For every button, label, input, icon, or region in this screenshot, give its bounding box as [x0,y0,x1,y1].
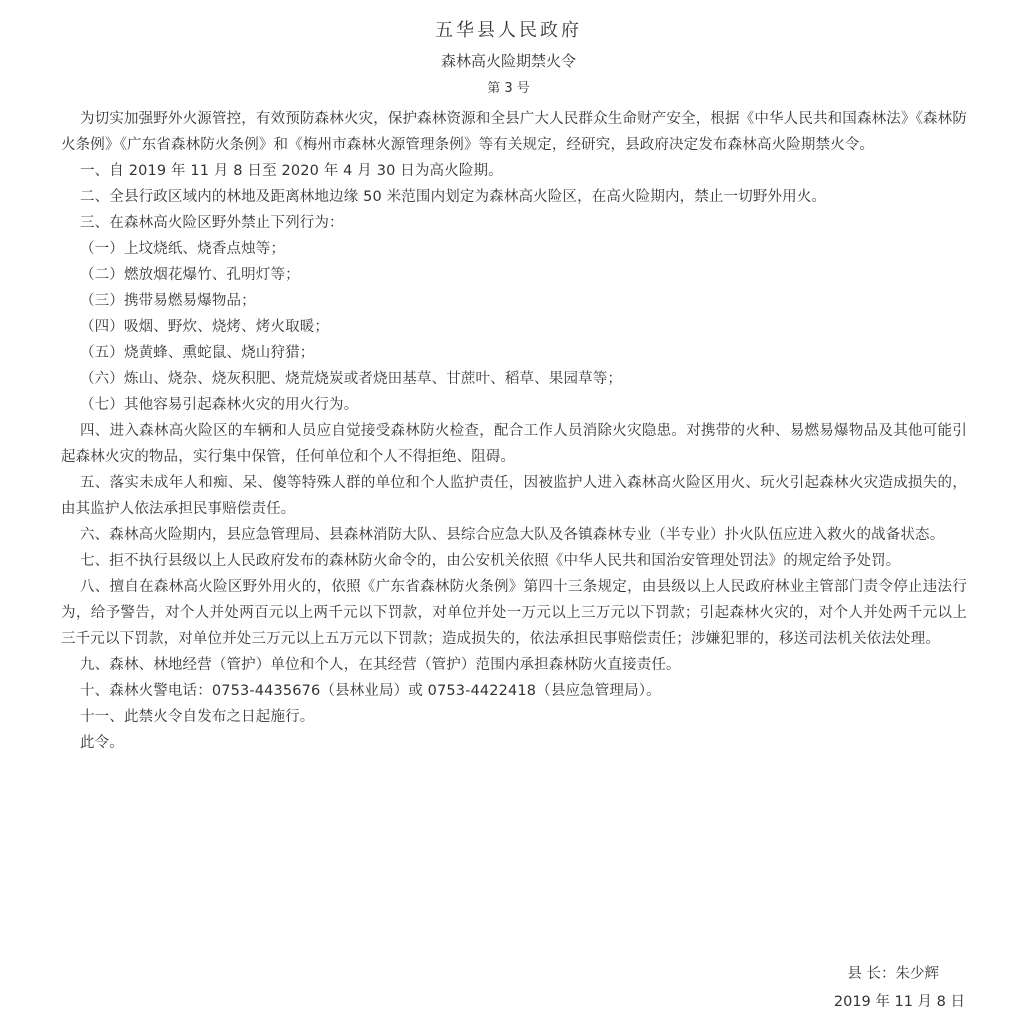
document-body [61,106,967,756]
paragraph-item-8: 八、擅自在森林高火险区野外用火的，依照《广东省森林防火条例》第四十三条规定，由县级以上人民政府林业主管部门责令停止违法行为，给予警告，对个人并处两百元以上两千元以下罚款，对单位并处一万元以上三万元以下罚款；引起森林火灾的，对个人并处两千元以上三千元以下罚款，对单位并处三万元以上五万元以下罚款；造成损失的，依法承担民事赔偿责任；涉嫌犯罪的，移送司法机关依法处理。 [61,579,967,647]
paragraph-item-10: 十、森林火警电话：0753-4435676（县林业局）或 0753-4422418（县应急管理局）。 [80,683,661,699]
paragraph-item-2: 二、全县行政区域内的林地及距离林地边缘 50 米范围内划定为森林高火险区，在高火险期内，禁止一切野外用火。 [80,189,827,205]
paragraph-item-11: 十一、此禁火令自发布之日起施行。 [80,709,315,725]
paragraph-item-1: 一、自 2019 年 11 月 8 日至 2020 年 4 月 30 日为高火险期。 [80,163,503,179]
sub-item-6: （六）炼山、烧杂、烧灰积肥、烧荒烧炭或者烧田基草、甘蔗叶、稻草、果园草等； [80,371,623,387]
paragraph-closing: 此令。 [80,735,124,751]
sub-item-3: （三）携带易燃易爆物品； [80,293,256,309]
paragraph-item-3: 三、在森林高火险区野外禁止下列行为： [80,215,344,231]
issuer-heading: 五华县人民政府 [435,20,582,41]
paragraph-item-4: 四、进入森林高火险区的车辆和人员应自觉接受森林防火检查，配合工作人员消除火灾隐患。对携带的火种、易燃易爆物品及其他可能引起森林火灾的物品，实行集中保管，任何单位和个人不得拒绝、阻碍。 [61,423,967,465]
paragraph-item-6: 六、森林高火险期内，县应急管理局、县森林消防大队、县综合应急大队及各镇森林专业（半专业）扑火队伍应进入救火的战备状态。 [80,527,945,543]
signatory-name: 县 长：朱少辉 [847,966,939,982]
paragraph-item-9: 九、森林、林地经营（管护）单位和个人，在其经营（管护）范围内承担森林防火直接责任。 [80,657,681,673]
sub-item-2: （二）燃放烟花爆竹、孔明灯等； [80,267,300,283]
paragraph-item-5: 五、落实未成年人和痴、呆、傻等特殊人群的单位和个人监护责任，因被监护人进入森林高火险区用火、玩火引起森林火灾造成损失的，由其监护人依法承担民事赔偿责任。 [61,475,967,517]
sub-item-1: （一）上坟烧纸、烧香点烛等； [80,241,286,257]
document-title: 森林高火险期禁火令 [440,52,576,70]
paragraph-item-7: 七、拒不执行县级以上人民政府发布的森林防火命令的，由公安机关依照《中华人民共和国治安管理处罚法》的规定给予处罚。 [80,553,901,569]
sub-item-4: （四）吸烟、野炊、烧烤、烤火取暖； [80,319,330,335]
paragraph-preamble: 为切实加强野外火源管控，有效预防森林火灾，保护森林资源和全县广大人民群众生命财产安全，根据《中华人民共和国森林法》《森林防火条例》《广东省森林防火条例》和《梅州市森林火源管理条例》等有关规定，经研究，县政府决定发布森林高火险期禁火令。 [61,111,967,153]
sub-item-7: （七）其他容易引起森林火灾的用火行为。 [80,397,359,413]
document-number: 第 3 号 [487,81,530,96]
sub-item-5: （五）烧黄蜂、熏蛇鼠、烧山狩猎； [80,345,315,361]
signature-date: 2019 年 11 月 8 日 [833,994,965,1010]
